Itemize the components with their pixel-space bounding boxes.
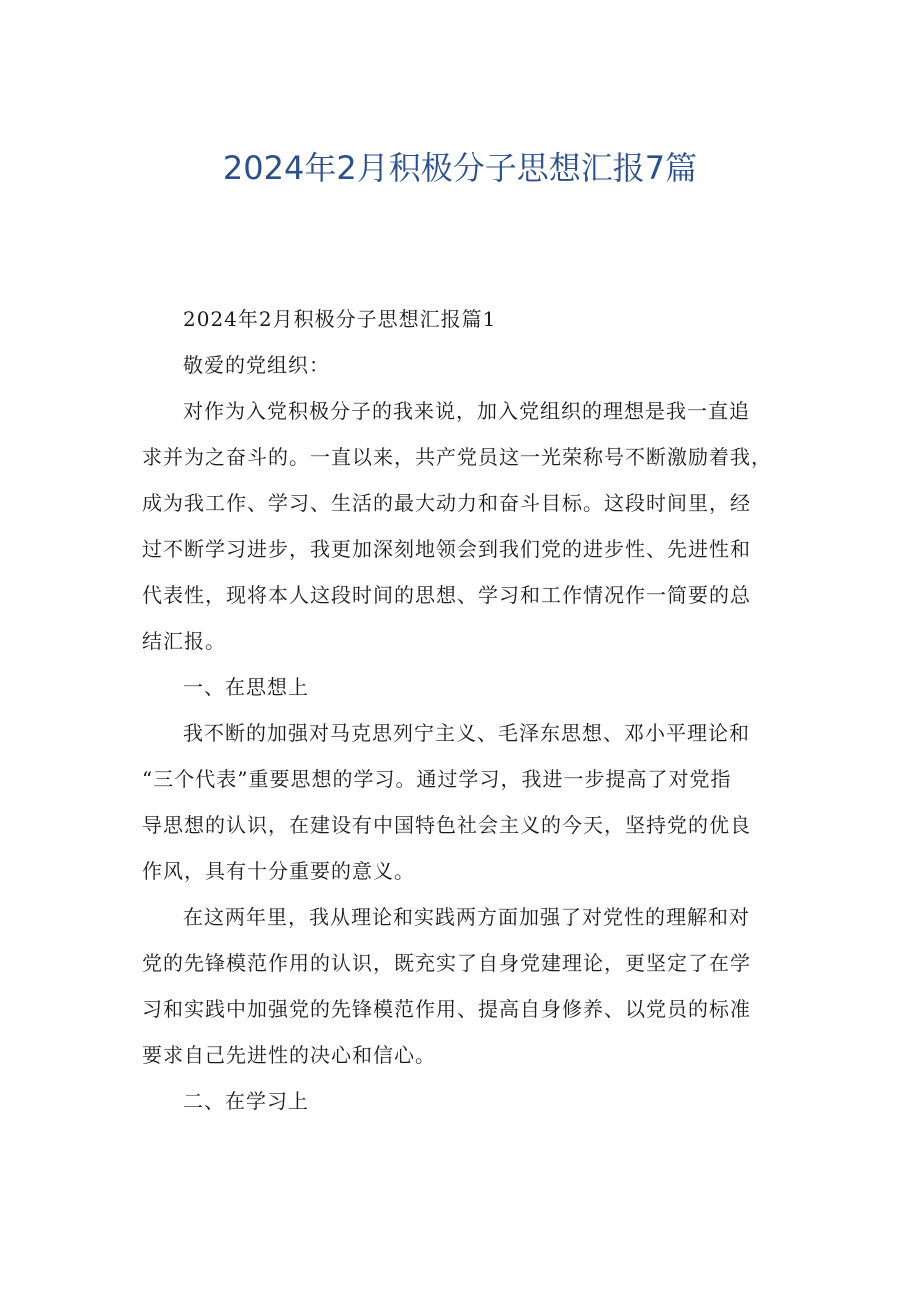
salutation: 敬爱的党组织： (183, 353, 330, 377)
paragraph-line: 党的先锋模范作用的认识，既充实了自身党建理论，更坚定了在学 (142, 951, 751, 975)
document-body (142, 296, 782, 1124)
paragraph-line: 习和实践中加强党的先锋模范作用、提高自身修养、以党员的标准 (142, 997, 751, 1021)
subsection-heading: 二、在学习上 (183, 1089, 309, 1113)
subsection-heading: 一、在思想上 (183, 675, 309, 699)
paragraph-line: 对作为入党积极分子的我来说，加入党组织的理想是我一直追 (183, 399, 750, 423)
paragraph-line: 代表性，现将本人这段时间的思想、学习和工作情况作一简要的总 (142, 583, 751, 607)
paragraph-line: 我不断的加强对马克思列宁主义、毛泽东思想、邓小平理论和 (183, 721, 750, 745)
paragraph-line: “三个代表”重要思想的学习。通过学习，我进一步提高了对党指 (142, 767, 732, 791)
paragraph-line: 在这两年里，我从理论和实践两方面加强了对党性的理解和对 (183, 905, 750, 929)
paragraph-line: 成为我工作、学习、生活的最大动力和奋斗目标。这段时间里，经 (142, 491, 751, 515)
section-heading: 2024年2月积极分子思想汇报篇1 (183, 307, 497, 331)
paragraph-line: 结汇报。 (142, 629, 226, 653)
paragraph-line: 作风，具有十分重要的意义。 (142, 859, 415, 883)
paragraph-line: 过不断学习进步，我更加深刻地领会到我们党的进步性、先进性和 (142, 537, 751, 561)
paragraph-line: 要求自己先进性的决心和信心。 (142, 1043, 436, 1067)
paragraph-line: 求并为之奋斗的。一直以来，共产党员这一光荣称号不断激励着我， (142, 445, 772, 469)
paragraph-line: 导思想的认识，在建设有中国特色社会主义的今天，坚持党的优良 (142, 813, 751, 837)
document-title: 2024年2月积极分子思想汇报7篇 (222, 149, 698, 187)
